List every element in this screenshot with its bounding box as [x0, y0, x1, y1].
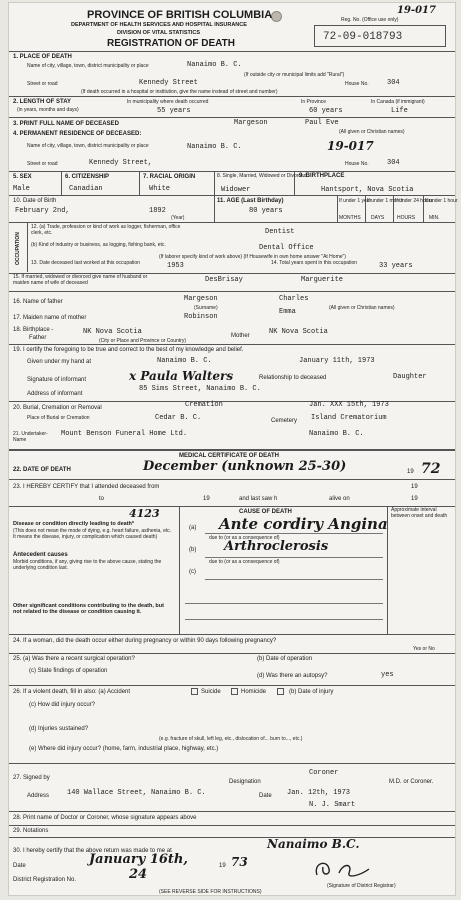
homicide-label: Homicide: [241, 689, 267, 695]
months-label: MONTHS: [339, 215, 361, 221]
injuries-note: (e.g. fracture of skull, left leg, etc., dislocation of... burn to..., etc.): [159, 736, 303, 742]
spouse-surname: DesBrisay: [205, 276, 243, 284]
signer-address-label: Address: [27, 793, 50, 799]
birthplace-parents-label: 18. Birthplace -: [13, 327, 54, 333]
sex-label: 5. SEX: [13, 174, 32, 180]
form-title: REGISTRATION OF DEATH: [107, 38, 235, 49]
cemetery-label: Cemetery: [271, 418, 298, 424]
return-date-handwritten: January 16th,: [89, 852, 188, 867]
racial-origin-value: White: [149, 185, 171, 193]
injuries-label: (d) Injuries sustained?: [29, 726, 89, 732]
signed-date-label: Date: [259, 793, 272, 799]
cause-a-marker: (a): [189, 525, 197, 531]
under-1-year: If under 1 year: [339, 198, 372, 204]
informant-sig-label: Signature of informant: [27, 377, 87, 383]
place-city-value: Nanaimo B. C.: [187, 61, 242, 69]
direct-cause-note: (This does not mean the mode of dying, e.g. heart failure, asthenia, etc. It means the disease, injury, or complication which caused death): [13, 528, 172, 540]
disposition-method: Cremation: [185, 401, 223, 409]
return-place-handwritten: Nanaimo B.C.: [267, 837, 360, 851]
registrar-sig-note: (Signature of District Registrar): [327, 883, 396, 889]
designation-value: Coroner: [309, 769, 339, 777]
racial-origin-label: 7. RACIAL ORIGIN: [143, 174, 196, 180]
mother-label: 17. Maiden name of mother: [13, 315, 87, 321]
findings-label: (c) State findings of operation: [29, 668, 108, 674]
laborer-note: (If laborer specify kind of work above) (If Housewife in own home answer "At Home"): [159, 254, 346, 260]
sex-value: Male: [13, 185, 30, 193]
spouse-given: Marguerite: [301, 276, 344, 284]
burial-place: Cedar B. C.: [155, 414, 202, 422]
total-years-value: 33 years: [379, 262, 413, 270]
informant-address: 85 Sims Street, Nanaimo B. C.: [139, 385, 261, 393]
mother-surname: Robinson: [184, 313, 218, 321]
mother-birthplace: NK Nova Scotia: [269, 328, 328, 336]
death-year-handwritten: 72: [421, 461, 441, 477]
reg-number: 72-09-018793: [323, 31, 403, 43]
age-value: 80 years: [249, 207, 283, 215]
reg-no-label: Reg. No. (Office use only): [341, 17, 399, 23]
place-street-label: Street or road: [27, 81, 58, 87]
stay-province-label: In Province: [301, 99, 327, 105]
return-year-handwritten: 73: [231, 855, 248, 869]
province-title: PROVINCE OF BRITISH COLUMBIA: [87, 9, 273, 21]
age-label: 11. AGE (Last Birthday): [217, 198, 284, 204]
district-reg-label: District Registration No.: [13, 877, 77, 883]
disposition-label: 20. Burial, Cremation or Removal: [13, 405, 102, 411]
deceased-surname: Margeson: [234, 119, 268, 127]
reverse-side-note: (SEE REVERSE SIDE FOR INSTRUCTIONS): [159, 889, 262, 895]
father-surname: Margeson: [184, 295, 218, 303]
signer-address: 140 Wallace Street, Nanaimo B. C.: [67, 789, 206, 797]
autopsy-value: yes: [381, 671, 394, 679]
signer-name: N. J. Smart: [309, 801, 356, 809]
informant-address-label: Address of informant: [27, 391, 83, 397]
cause-c-marker: (c): [189, 569, 196, 575]
under-24-hours: If under 24 hours: [395, 198, 433, 204]
last-worked-label: 13. Date deceased last worked at this occupation: [31, 260, 140, 266]
death-registration-form: [8, 2, 456, 896]
print-name-label: 28. Print name of Doctor or Coroner, whose signature appears above: [13, 815, 197, 821]
division-title: DIVISION OF VITAL STATISTICS: [117, 30, 201, 36]
hospital-note: (If death occurred in a hospital or institution, give the name instead of street and number): [81, 89, 278, 95]
place-of-death-title: 1. PLACE OF DEATH: [13, 54, 72, 60]
burial-place-label: Place of Burial or Cremation: [27, 415, 90, 421]
attended-year-2: 19: [203, 496, 210, 502]
date-of-death-label: 22. DATE OF DEATH: [13, 467, 71, 473]
interval-header: Approximate interval between onset and death: [391, 507, 448, 519]
place-city-label: Name of city, village, town, district municipality or place: [27, 63, 149, 69]
citizenship-label: 6. CITIZENSHIP: [65, 174, 110, 180]
homicide-checkbox[interactable]: [277, 688, 284, 695]
designation-label: Designation: [229, 779, 261, 785]
full-name-title: 3. PRINT FULL NAME OF DECEASED: [13, 121, 119, 127]
punch-hole: [271, 11, 282, 22]
father-given: Charles: [279, 295, 309, 303]
attended-year-1: 19: [411, 484, 418, 490]
occupation-side-label: OCCUPATION: [15, 232, 21, 266]
operation-date-label: (b) Date of operation: [257, 656, 313, 662]
md-coroner-label: M.D. or Coroner.: [389, 779, 434, 785]
length-of-stay-sub: (in years, months and days): [17, 107, 79, 113]
father-birthplace: NK Nova Scotia: [83, 328, 142, 336]
department-title: DEPARTMENT OF HEALTH SERVICES AND HOSPITAL INSURANCE: [71, 22, 247, 28]
dob-year: 1892: [149, 207, 166, 215]
date-of-death-handwritten: December (unknown 25-30): [143, 459, 347, 474]
attended-to-label: to: [99, 496, 105, 502]
relationship-label: Relationship to deceased: [259, 375, 327, 381]
undertaker-name: Mount Benson Funeral Home Ltd.: [61, 430, 188, 438]
industry-value: Dental Office: [259, 244, 314, 252]
stay-province-value: 60 years: [309, 107, 343, 115]
father-label: 16. Name of father: [13, 299, 63, 305]
given-names-sub: (All given or Christian names): [339, 129, 405, 135]
industry-label: (b) Kind of industry or business, as logging, fishing bank, etc.: [31, 242, 166, 248]
direct-cause-label: Disease or condition directly leading to death*: [13, 521, 135, 527]
birthplace-label: 9. BIRTHPLACE: [299, 173, 345, 179]
hours-label: HOURS: [397, 215, 416, 221]
last-worked-value: 1953: [167, 262, 184, 270]
due-to-1: due to (or as a consequence of): [209, 535, 280, 541]
other-conditions-label: Other significant conditions contributing to the death, but not related to the disease or condition causing it.: [13, 603, 164, 616]
notations-label: 29. Notations: [13, 828, 49, 834]
last-saw-label: and last saw h: [239, 496, 278, 502]
return-certify-label: 30. I hereby certify that the above return was made to me at: [13, 848, 172, 854]
father-given-sub: (All given or Christian names): [329, 305, 395, 311]
father-birthplace-label: Father: [29, 335, 47, 341]
signed-date: Jan. 12th, 1973: [287, 789, 351, 797]
attended-label: 23. I HEREBY CERTIFY that I attended deceased from: [13, 484, 160, 490]
surgery-label: 25. (a) Was there a recent surgical operation?: [13, 656, 135, 662]
mother-birthplace-label: Mother: [231, 333, 250, 339]
disposition-date: Jan. XXX 15th, 1973: [309, 401, 389, 409]
attended-year-3: 19: [411, 496, 418, 502]
residence-street-value: Kennedy Street,: [89, 159, 153, 167]
violent-death-label: 26. If a violent death, fill in also: (a) Accident: [13, 689, 131, 695]
cause-b-marker: (b): [189, 547, 197, 553]
birthplace-value: Hantsport, Nova Scotia: [321, 186, 414, 194]
father-surname-sub: (Surname): [194, 305, 218, 311]
place-street-value: Kennedy Street: [139, 79, 198, 87]
dob-label: 10. Date of Birth: [13, 198, 57, 204]
given-date: January 11th, 1973: [299, 357, 375, 365]
deceased-given-names: Paul Eve: [305, 119, 339, 127]
return-year-prefix: 19: [219, 863, 226, 869]
cause-a-handwritten: Ante cordiry Angina: [219, 515, 388, 533]
marital-label: 8. Single, Married, Widowed or Divorced: [217, 173, 307, 179]
stay-municipality-value: 55 years: [157, 107, 191, 115]
cause-code: 4123: [129, 507, 160, 520]
antecedent-label: Antecedent causes: [13, 552, 68, 558]
rural-note: (If outside city or municipal limits add "Rural"): [244, 72, 345, 78]
residence-city-label: Name of city, village, town, district municipality or place: [27, 143, 149, 149]
handwritten-reference: 19-017: [397, 5, 436, 16]
undertaker-city: Nanaimo B. C.: [309, 430, 364, 438]
residence-title: 4. PERMANENT RESIDENCE OF DECEASED:: [13, 131, 142, 137]
pregnancy-yes-no: Yes or No: [413, 646, 435, 652]
length-of-stay-title: 2. LENGTH OF STAY: [13, 99, 72, 105]
informant-signature: x Paula Walters: [129, 369, 234, 383]
accident-checkbox[interactable]: [191, 688, 198, 695]
under-1-hour: If under 1 hour: [425, 198, 458, 204]
registrar-signature: [309, 855, 379, 883]
residence-house-label: House No.: [345, 161, 369, 167]
residence-handwritten-ref: 19-017: [327, 139, 374, 153]
under-1-month: If under 1 month: [367, 198, 404, 204]
total-years-label: 14. Total years spent in this occupation: [271, 260, 358, 266]
cause-b-handwritten: Arthroclerosis: [224, 539, 329, 554]
mother-given: Emma: [279, 308, 296, 316]
marital-value: Widower: [221, 186, 251, 194]
stay-canada-label: In Canada (if immigrant): [371, 99, 425, 105]
how-injury-label: (c) How did injury occur?: [29, 702, 96, 708]
trade-label: 12. (a) Trade, profession or kind of work as logger, fisherman, office clerk, etc.: [31, 224, 181, 236]
autopsy-label: (d) Was there an autopsy?: [257, 673, 328, 679]
injury-place-label: (e) Where did injury occur? (home, farm, industrial place, highway, etc.): [29, 746, 219, 752]
parents-birthplace-sub: (City or Place and Province or Country): [99, 338, 186, 344]
residence-city-value: Nanaimo B. C.: [187, 143, 242, 151]
suicide-checkbox[interactable]: [231, 688, 238, 695]
trade-value: Dentist: [265, 228, 295, 236]
cemetery-value: Island Crematorium: [311, 414, 387, 422]
death-year-prefix: 19: [407, 469, 414, 475]
dob-year-sub: (Year): [171, 215, 185, 221]
certify-statement: 19. I certify the foregoing to be true and correct to the best of my knowledge and belief.: [13, 347, 244, 353]
signed-by-label: 27. Signed by: [13, 775, 50, 781]
injury-date-label: (b) Date of injury: [289, 689, 334, 695]
given-under-label: Given under my hand at: [27, 359, 92, 365]
district-reg-handwritten: 24: [129, 867, 148, 882]
due-to-2: due to (or as a consequence of): [209, 559, 280, 565]
dob-month-day: February 2nd,: [15, 207, 70, 215]
spouse-label: 15. If married, widowed or divorced give name of husband or maiden name of wife of deceased: [13, 274, 148, 286]
relationship-value: Daughter: [393, 373, 427, 381]
pregnancy-label: 24. If a woman, did the death occur either during pregnancy or within 90 days following pregnancy?: [13, 638, 277, 644]
residence-street-label: Street or road: [27, 161, 58, 167]
stay-municipality-label: In municipality where death occurred: [127, 99, 209, 105]
suicide-label: Suicide: [201, 689, 221, 695]
min-label: MIN.: [429, 215, 440, 221]
cause-header: CAUSE OF DEATH: [239, 509, 292, 515]
morbid-label: Morbid conditions, if any, giving rise to the above cause, stating the underlying condition last.: [13, 559, 162, 571]
citizenship-value: Canadian: [69, 185, 103, 193]
undertaker-label: 21. Undertaker- Name: [13, 431, 48, 443]
alive-on-label: alive on: [329, 496, 350, 502]
days-label: DAYS: [371, 215, 385, 221]
return-date-label: Date: [13, 863, 26, 869]
medical-cert-title: MEDICAL CERTIFICATE OF DEATH: [179, 453, 279, 459]
given-place: Nanaimo B. C.: [157, 357, 212, 365]
place-house-value: 304: [387, 79, 400, 87]
residence-house-value: 304: [387, 159, 400, 167]
place-house-label: House No.: [345, 81, 369, 87]
stay-canada-value: Life: [391, 107, 408, 115]
